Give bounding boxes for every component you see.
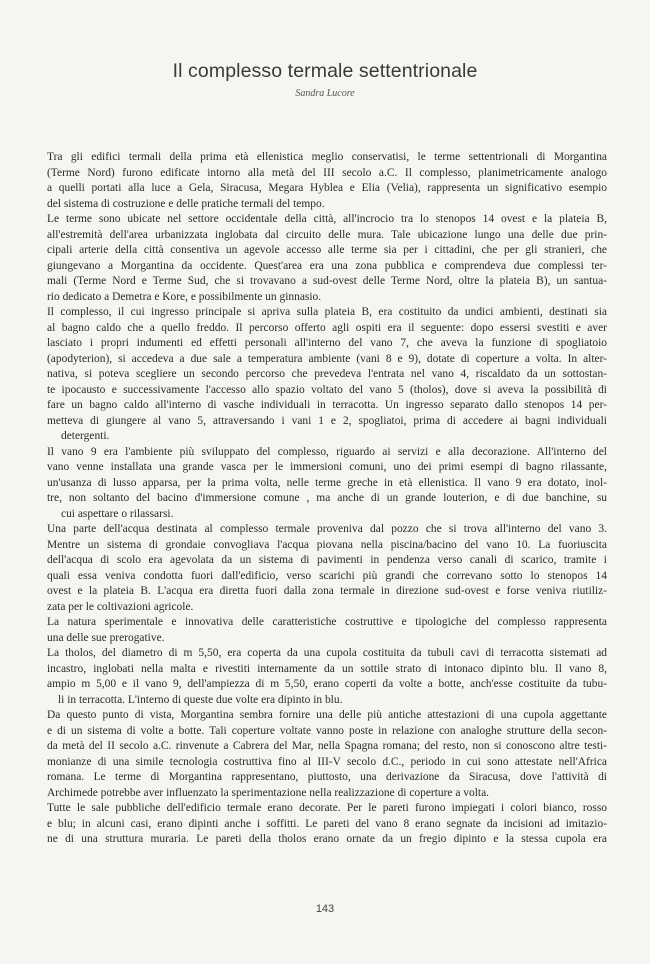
text-line: incastro, inglobati nella malta e rivestiti internamente da un sottile strato di intonaco dipinto blu. Il vano 8, [47, 662, 607, 675]
text-line: La tholos, del diametro di m 5,50, era coperta da una cupola costituita da tubuli cavi di terracotta sistemati ad [47, 647, 607, 659]
page-number: 143 [315, 903, 335, 915]
text-line: lasciato i propri indumenti ed effetti personali all'interno del vano 7, che aveva la funzione di spogliatoio [47, 337, 607, 349]
text-line: tre, non soltanto del bacino d'immersione comune , ma anche di un grande louterion, e di due banchine, su [47, 492, 607, 504]
text-line: Il complesso, il cui ingresso principale si apriva sulla plateia B, era costituito da undici ambienti, destinati sia [47, 306, 607, 318]
text-line: te ipocausto e successivamente l'accesso allo spazio voltato del vano 5 (tholos), dove si aveva la possibilità di [47, 383, 607, 396]
text-line: Tutte le sale pubbliche dell'edificio termale erano decorate. Per le pareti furono impiegati i colori bianco, rosso [47, 802, 607, 814]
text-line: ovest e la plateia B. L'acqua era diretta fuori dalla zona termale in direzione sud-ovest e forse veniva riutiliz- [47, 585, 607, 597]
text-line: dell'acqua di scolo era agevolata da un sistema di pavimenti in pendenza verso canali di scarico, tramite i [47, 554, 607, 566]
text-line: romana. Le terme di Morgantina rappresentano, piuttosto, una derivazione da Siracusa, dove l'attività di [47, 771, 607, 783]
text-line: nativa, si poteva scegliere un secondo percorso che prevedeva l'entrata nel vano 4, riscaldato da un sottostan- [47, 368, 607, 380]
article-title: Il complesso termale settentrionale [172, 60, 478, 82]
text-line: giungevano a Morgantina da occidente. Quest'area era una zona pubblica e comprendeva due complessi ter- [47, 259, 607, 272]
text-line: e blu; in alcuni casi, erano dipinti anche i soffitti. Le pareti del vano 8 erano segnate da incisioni ad imitazio- [47, 817, 607, 830]
text-line: rio dedicato a Demetra e Kore, e possibilmente un ginnasio. [47, 290, 322, 303]
text-line: Il vano 9 era l'ambiente più sviluppato del complesso, riguardo ai servizi e alla decorazione. All'interno del [47, 445, 607, 458]
text-line: Da questo punto di vista, Morgantina sembra fornire una delle più antiche attestazioni di una cupola aggettante [47, 709, 607, 721]
text-line: Mentre un sistema di grondaie convogliava l'acqua piovana nella piscina/bacino del vano 10. La fuoriuscita [47, 538, 607, 551]
text-line: al bagno caldo che a quello freddo. Il percorso offerto agli ospiti era il seguente: dopo essersi svestiti e aver [47, 321, 607, 334]
text-line: li in terracotta. L'interno di queste due volte era dipinto in blu. [58, 693, 343, 706]
text-line: mali (Terme Nord e Terme Sud, che si trovavano a sud-ovest delle Terme Nord, oltre la plateia B), un santua- [47, 275, 607, 287]
text-line: all'estremità dell'area urbanizzata inglobata dal circuito delle mura. Tale ubicazione lungo una delle due prin- [47, 228, 607, 241]
text-line: cipali arterie della città consentiva un agevole accesso alle terme sia per i cittadini, che per gli stranieri, che [47, 244, 607, 256]
text-line: a quelli portati alla luce a Gela, Siracusa, Megara Hyblea e Elia (Velia), rappresenta un significativo esempio [47, 182, 607, 194]
text-line: ne di una struttura muraria. Le pareti della tholos erano ornate da un fregio dipinto e la stessa cupola era [47, 833, 607, 845]
text-line: Archimede potrebbe aver influenzato la sperimentazione nella realizzazione di coperture a volta. [47, 786, 490, 799]
text-line: metteva di giungere al vano 5, attraversando i vani 1 e 2, spogliatoi, prima di accedere ai bagni individuali [47, 414, 607, 427]
text-line: (Terme Nord) furono edificate intorno alla metà del III secolo a.C. Il complesso, planimetricamente analogo [47, 166, 607, 179]
text-line: monianze di una simile tecnologia costruttiva fino al III-V secolo d.C., periodo in cui sono attestate nell'Africa [47, 755, 607, 768]
text-line: detergenti. [61, 430, 110, 442]
text-line: del sistema di costruzione e delle pratiche termali del tempo. [47, 197, 325, 210]
text-line: fare un bagno caldo all'interno di vasche individuali in terracotta. Un ingresso separato dallo stenopos 14 per- [47, 399, 607, 411]
text-line: vano venne installata una grande vasca per le immersioni comuni, uno dei primi esempi di bagno rilassante, [47, 461, 607, 473]
text-line: La natura sperimentale e innovativa delle caratteristiche costruttive e tipologiche del complesso rappresenta [47, 616, 607, 628]
text-line: ampio m 5,00 e il vano 9, dell'ampiezza di m 5,50, erano coperti da volte a botte, anch'esse costituite da tubu- [47, 678, 607, 690]
author-name: Sandra Lucore [295, 88, 355, 99]
text-line: Una parte dell'acqua destinata al complesso termale proveniva dal pozzo che si trova all'interno del vano 3. [47, 523, 607, 535]
text-line: quali essa veniva condotta fuori dall'edificio, verso scarichi più grandi che correvano sotto lo stenopos 14 [47, 569, 607, 582]
text-line: (apodyterion), si accedeva a due sale a temperatura ambiente (vani 8 e 9), dotate di coperture a volta. In alter- [47, 352, 607, 365]
text-line: una delle sue prerogative. [47, 631, 165, 644]
text-line: Le terme sono ubicate nel settore occidentale della città, all'incrocio tra lo stenopos 14 ovest e la plateia B, [47, 213, 607, 225]
text-line: zata per le coltivazioni agricole. [47, 600, 194, 613]
text-line: cui aspettare o rilassarsi. [61, 507, 174, 520]
text-line: un'usanza di lusso apparsa, per la prima volta, nelle terme greche in età ellenistica. Il vano 9 era dotato, inol- [47, 476, 607, 489]
text-line: e di un sistema di volte a botte. Tali coperture voltate vanno poste in relazione con analoghe strutture della secon- [47, 724, 607, 737]
text-line: Tra gli edifici termali della prima età ellenistica meglio conservatisi, le terme settentrionali di Morgantina [47, 151, 607, 163]
body-text [47, 150, 607, 848]
text-line: da metà del II secolo a.C. rinvenute a Cabrera del Mar, nella Spagna romana; del resto, non si conoscono altre testi- [47, 740, 607, 752]
